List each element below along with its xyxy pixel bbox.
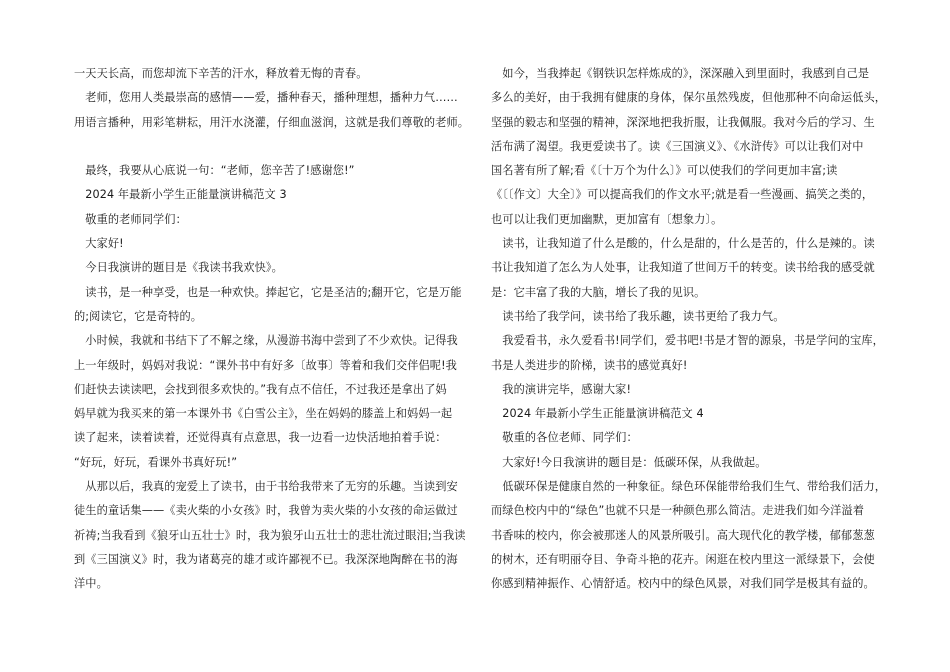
right-text-column — [491, 62, 887, 597]
text-line: 小时候，我就和书结下了不解之缘，从漫游书海中尝到了不少欢快。记得我 — [74, 334, 458, 348]
text-line: “好玩，好玩，看课外书真好玩!” — [74, 455, 238, 469]
text-line: 的树木，还有明丽夺目、争奇斗艳的花卉。闲逛在校内里这一派绿景下，会使 — [491, 552, 875, 566]
text-line: 坚强的毅志和坚强的精神，深深地把我折服，让我佩服。我对今后的学习、生 — [491, 115, 875, 129]
text-line: 读了起来，读着读着，还觉得真有点意思，我一边看一边快活地拍着手说： — [74, 431, 447, 445]
text-line: 书是人类进步的阶梯，读书的感觉真好! — [491, 358, 688, 372]
text-line: 《〔〔作文〕大全〕》可以提高我们的作文水平;就是看一些漫画、搞笑之类的， — [491, 188, 874, 202]
text-line: 我的演讲完毕，感谢大家! — [491, 382, 632, 396]
blank-line — [74, 135, 462, 159]
text-line: 书香味的校内，你会被那迷人的风景所吸引。高大现代化的教学楼，郁郁葱葱 — [491, 528, 875, 542]
text-line: 是：它丰富了我的大脑，增长了我的见识。 — [491, 285, 706, 299]
text-line: 老师，您用人类最崇高的感情——爱，播种春天，播种理想，播种力气…… — [74, 91, 458, 105]
text-line: 到《三国演义》时，我为诸葛亮的雄才或许鄙视不已。我深深地陶醉在书的海 — [74, 552, 458, 566]
text-line: 读书给了我学问，读书给了我乐趣，读书更给了我力气。 — [491, 309, 785, 323]
section-heading: 2024 年最新小学生正能量演讲稿范文 3 — [74, 188, 287, 202]
text-line: 也可以让我们更加幽默，更加富有〔想象力〕。 — [491, 212, 723, 226]
text-line: 我爱看书，永久爱看书!同学们，爱书吧!书是才智的源泉，书是学问的宝库， — [491, 334, 884, 348]
text-line: 大家好!今日我演讲的题目是：低碳环保，从我做起。 — [491, 455, 767, 469]
text-line: 今日我演讲的题目是《我读书我欢快》。 — [74, 261, 283, 275]
section-heading: 2024 年最新小学生正能量演讲稿范文 4 — [491, 407, 704, 421]
text-line: 妈早就为我买来的第一本课外书《白雪公主》，坐在妈妈的膝盖上和妈妈一起 — [74, 407, 453, 421]
text-line: 如今，当我捧起《钢铁识怎样炼成的》，深深融入到里面时，我感到自己是 — [491, 67, 870, 80]
text-line: 从那以后，我真的宠爱上了读书，由于书给我带来了无穷的乐趣。当读到安 — [74, 480, 458, 494]
text-line: 而绿色校内中的“绿色”也就不只是一种颜色那么简洁。走进我们如今洋溢着 — [491, 504, 864, 518]
text-line: 敬重的老师同学们： — [74, 212, 187, 226]
text-line: 国名著有所了解;看《〔十万个为什么〕》可以使我们的学问更加丰富;读 — [491, 164, 838, 178]
text-line: 徒生的童话集——《卖火柴的小女孩》时，我曾为卖火柴的小女孩的命运做过 — [74, 504, 458, 518]
text-line: 读书，让我知道了什么是酸的，什么是甜的，什么是苦的，什么是辣的。读 — [491, 237, 875, 251]
text-line: 低碳环保是健康自然的一种象征。绿色环保能带给我们生气、带给我们活力， — [491, 480, 887, 494]
text-line: 最终，我要从心底说一句：“老师，您辛苦了!感谢您!” — [74, 164, 355, 178]
text-line: 敬重的各位老师、同学们： — [491, 431, 638, 445]
text-line: 上一年级时，妈妈对我说：“课外书中有好多〔故事〕等着和我们交伴侣呢!我 — [74, 358, 457, 372]
text-line: 活布满了渴望。我更爱读书了。读《三国演义》、《水浒传》可以让我们对中 — [491, 139, 864, 153]
text-line: 祈祷;当我看到《狼牙山五壮士》时，我为狼牙山五壮士的悲壮流过眼泪;当我读 — [74, 528, 466, 542]
text-line: 多么的美好，由于我拥有健康的身体，保尔虽然残废，但他那种不向命运低头， — [491, 91, 887, 105]
text-line: 你感到精神振作、心情舒适。校内中的绿色风景，对我们同学是极其有益的。 — [491, 577, 875, 591]
text-line: 读书，是一种享受，也是一种欢快。捧起它，它是圣洁的;翻开它，它是万能 — [74, 285, 462, 299]
left-text-column — [74, 62, 470, 597]
text-line: 大家好! — [74, 237, 124, 251]
text-line: 们赶快去读读吧，会找到很多欢快的。”我有点不信任，不过我还是拿出了妈 — [74, 382, 447, 396]
text-line: 书让我知道了怎么为人处事，让我知道了世间万千的转变。读书给我的感受就 — [491, 261, 875, 275]
text-line: 用语言播种，用彩笔耕耘，用汗水浇灌，仔细血滋润，这就是我们尊敬的老师。 — [74, 115, 470, 129]
text-line: 洋中。 — [74, 577, 108, 591]
text-line: 一天天长高，而您却流下辛苦的汗水，释放着无悔的青春。 — [74, 67, 368, 80]
text-line: 的;阅读它，它是奇特的。 — [74, 309, 203, 323]
